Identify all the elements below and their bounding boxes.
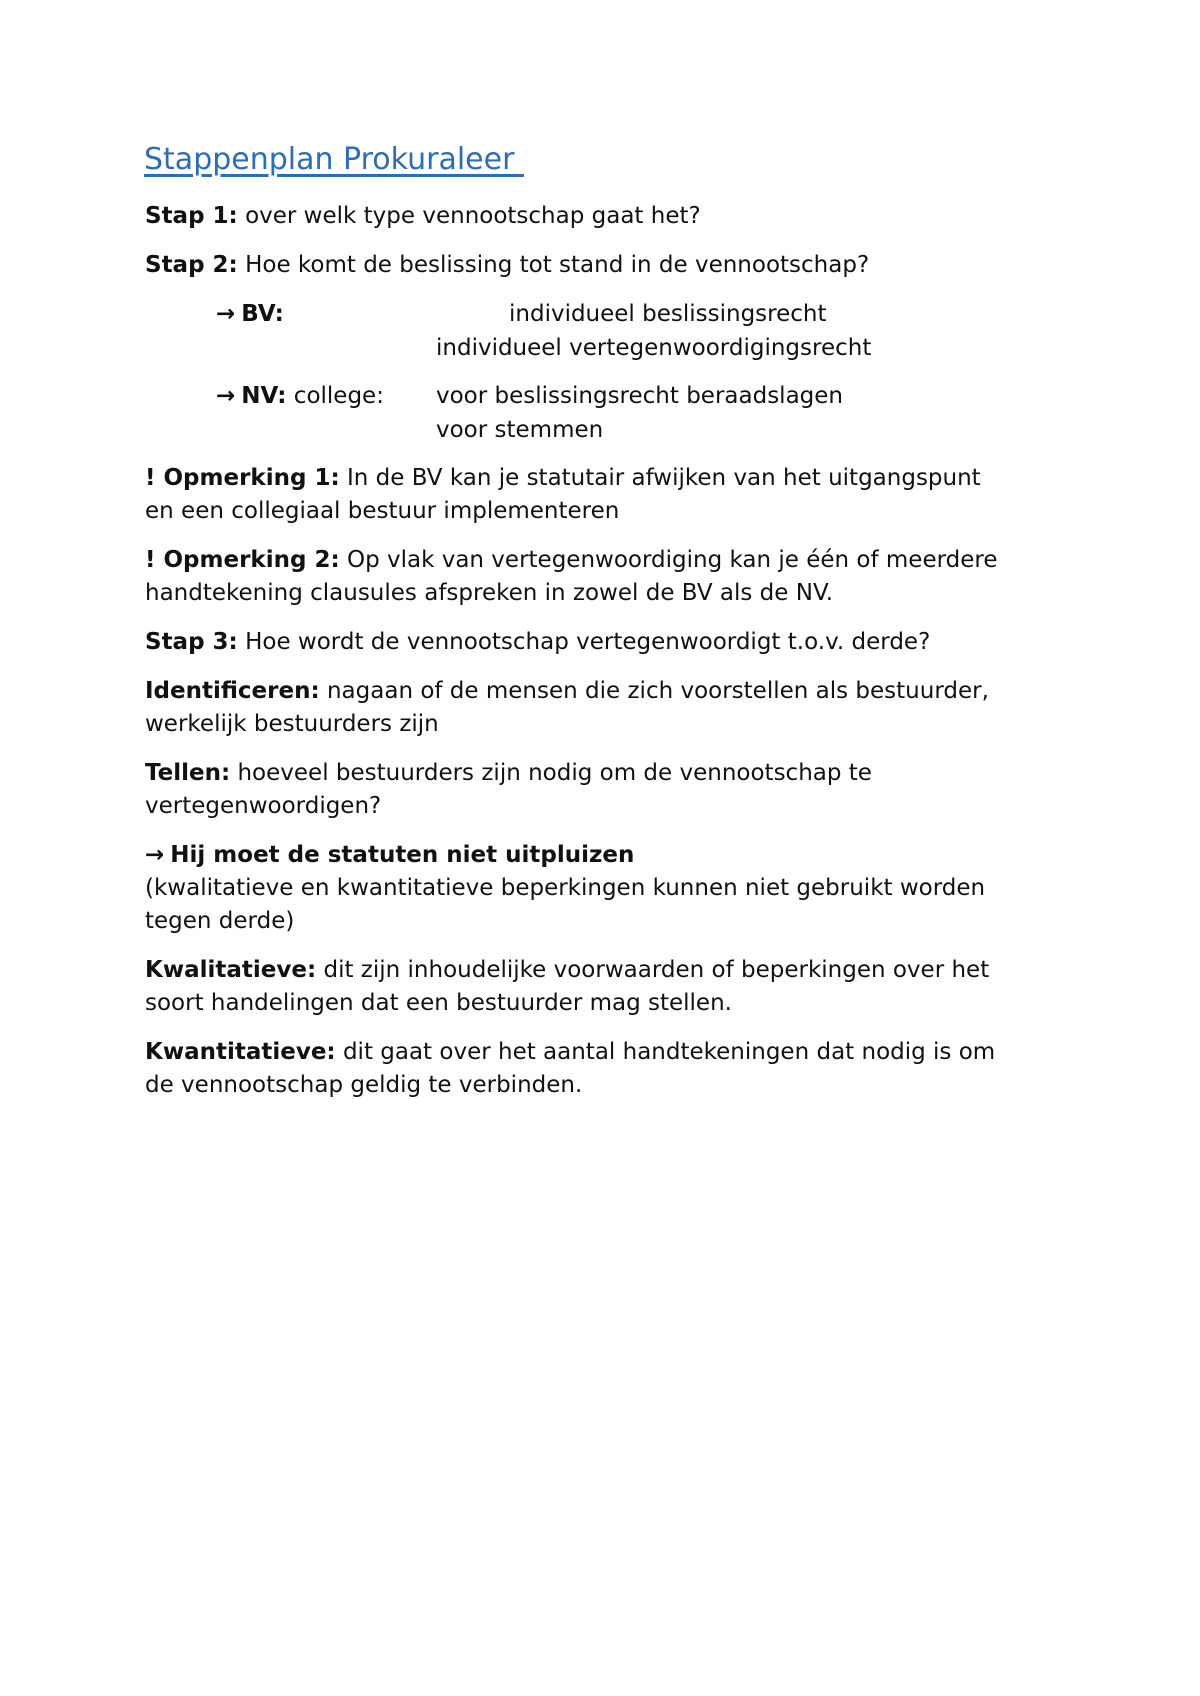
- conclusion-item: [145, 839, 634, 872]
- nv-item: [216, 380, 384, 413]
- conclusion-label: Hij moet de statuten niet uitpluizen: [170, 842, 635, 868]
- step-2: [145, 249, 869, 282]
- remark-2: [145, 544, 998, 577]
- step-1: [145, 200, 701, 233]
- document-title: Stappenplan Prokuraleer: [144, 142, 524, 177]
- nv-label: NV:: [241, 383, 287, 409]
- conclusion-line-2: tegen derde): [145, 908, 295, 934]
- identify-label: Identificeren:: [145, 678, 320, 704]
- remark-1-text: In de BV kan je statutair afwijken van het uitgangspunt: [339, 465, 981, 491]
- step-2-text: Hoe komt de beslissing tot stand in de vennootschap?: [237, 252, 870, 278]
- identify-text: nagaan of de mensen die zich voorstellen als bestuurder,: [319, 678, 989, 704]
- quantitative-item: [145, 1036, 995, 1069]
- count-line-2: vertegenwoordigen?: [145, 793, 382, 819]
- conclusion-line-1: (kwalitatieve en kwantitatieve beperkingen kunnen niet gebruikt worden: [145, 875, 986, 901]
- remark-2-label: ! Opmerking 2:: [145, 547, 340, 573]
- remark-2-text: Op vlak van vertegenwoordiging kan je één of meerdere: [339, 547, 998, 573]
- qualitative-item: [145, 954, 989, 987]
- bv-label: BV:: [241, 301, 284, 327]
- step-3: [145, 626, 930, 659]
- remark-1: [145, 462, 981, 495]
- step-3-label: Stap 3:: [145, 629, 238, 655]
- qualitative-text: dit zijn inhoudelijke voorwaarden of beperkingen over het: [316, 957, 990, 983]
- step-2-label: Stap 2:: [145, 252, 238, 278]
- remark-1-line-2: en een collegiaal bestuur implementeren: [145, 498, 620, 524]
- arrow-right-icon: →: [216, 301, 236, 327]
- bv-line-2: individueel vertegenwoordigingsrecht: [436, 335, 872, 361]
- arrow-right-icon: →: [216, 383, 236, 409]
- nv-line-2: voor stemmen: [436, 417, 604, 443]
- nv-line-1: voor beslissingsrecht beraadslagen: [436, 383, 843, 409]
- qualitative-line-2: soort handelingen dat een bestuurder mag stellen.: [145, 990, 732, 1016]
- quantitative-line-2: de vennootschap geldig te verbinden.: [145, 1072, 583, 1098]
- step-1-label: Stap 1:: [145, 203, 238, 229]
- arrow-right-icon: →: [145, 842, 165, 868]
- step-3-text: Hoe wordt de vennootschap vertegenwoordigt t.o.v. derde?: [237, 629, 931, 655]
- count-text: hoeveel bestuurders zijn nodig om de vennootschap te: [230, 760, 872, 786]
- step-1-text: over welk type vennootschap gaat het?: [237, 203, 701, 229]
- quantitative-label: Kwantitatieve:: [145, 1039, 336, 1065]
- identify-line-2: werkelijk bestuurders zijn: [145, 711, 439, 737]
- bv-line-1: individueel beslissingsrecht: [509, 301, 827, 327]
- remark-2-line-2: handtekening clausules afspreken in zowel de BV als de NV.: [145, 580, 834, 606]
- quantitative-text: dit gaat over het aantal handtekeningen dat nodig is om: [335, 1039, 996, 1065]
- qualitative-label: Kwalitatieve:: [145, 957, 317, 983]
- count-label: Tellen:: [145, 760, 231, 786]
- identify-item: [145, 675, 989, 708]
- nv-sublabel: college:: [286, 383, 384, 409]
- remark-1-label: ! Opmerking 1:: [145, 465, 340, 491]
- count-item: [145, 757, 872, 790]
- bv-item: [216, 298, 284, 331]
